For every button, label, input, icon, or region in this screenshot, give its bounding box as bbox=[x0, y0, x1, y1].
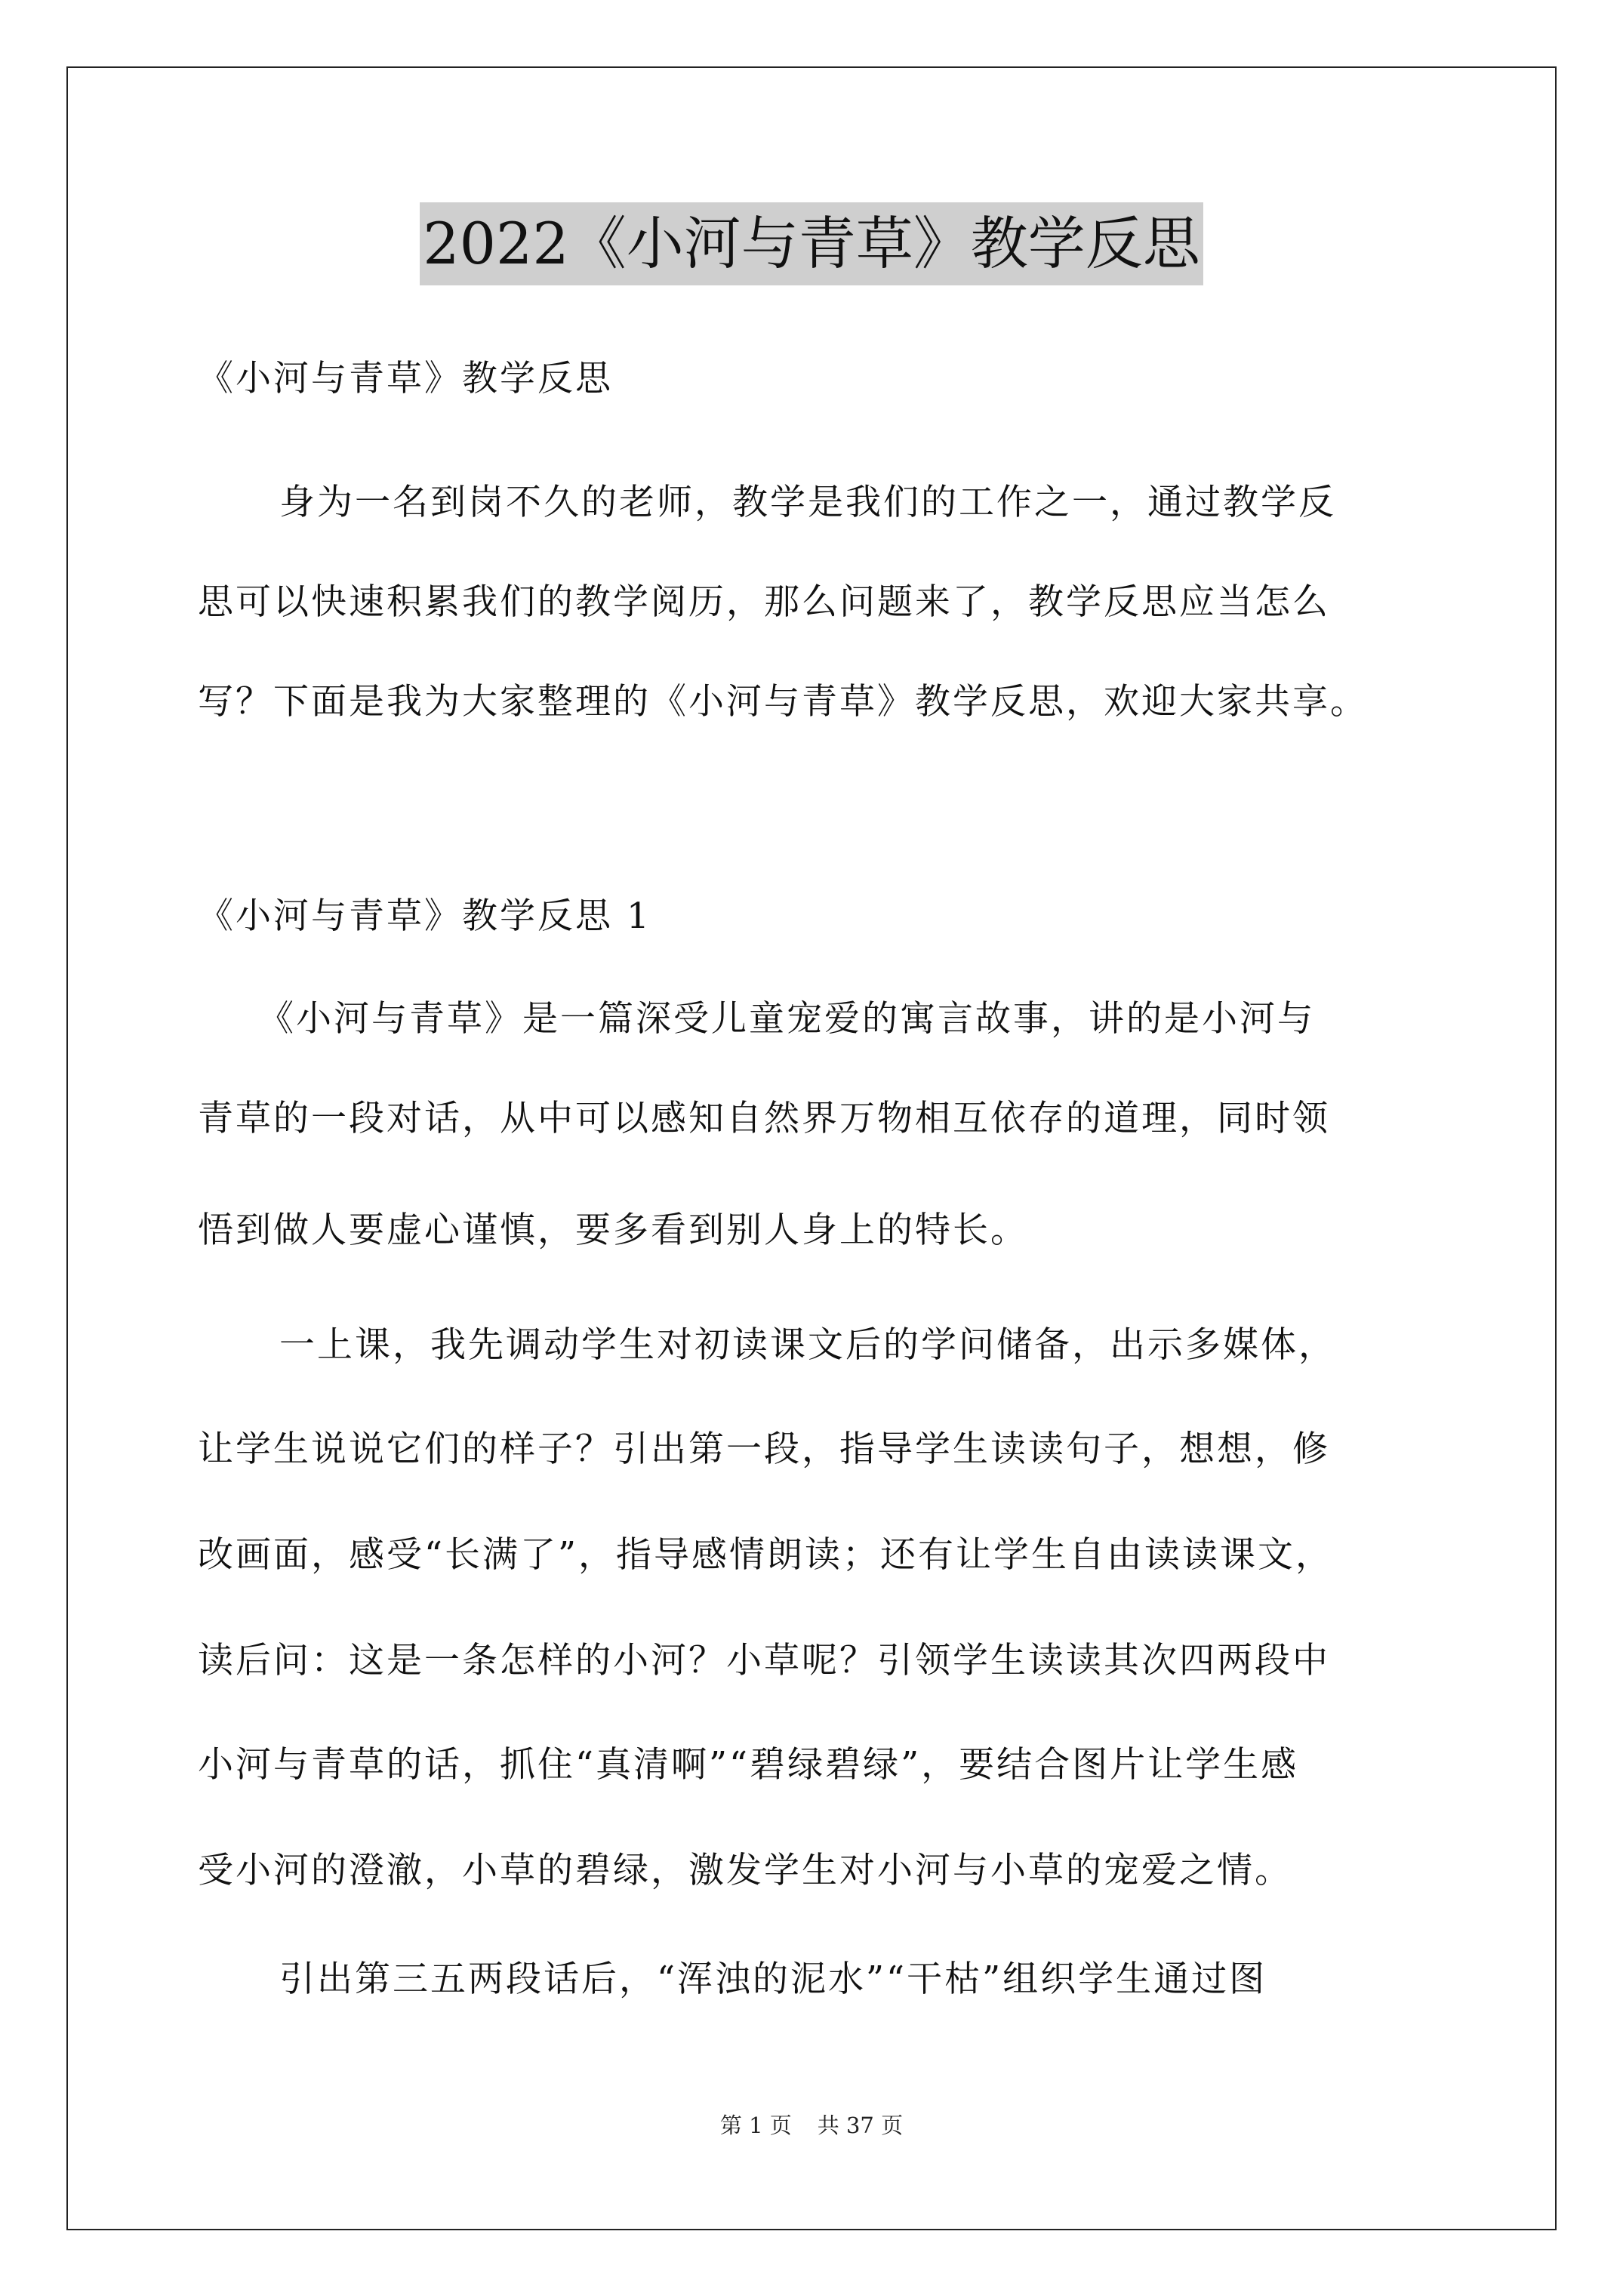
document-title bbox=[0, 202, 1623, 285]
paragraph-line: 身为一名到岗不久的老师，教学是我们的工作之一，通过教学反 bbox=[279, 482, 1336, 523]
paragraph-line: 思可以快速积累我们的教学阅历，那么问题来了，教学反思应当怎么 bbox=[198, 581, 1330, 623]
paragraph-line: 写？下面是我为大家整理的《小河与青草》教学反思，欢迎大家共享。 bbox=[198, 681, 1368, 723]
paragraph-line: 《小河与青草》是一篇深受儿童宠爱的寓言故事，讲的是小河与 bbox=[258, 998, 1315, 1040]
section-heading-intro: 《小河与青草》教学反思 bbox=[198, 358, 613, 399]
paragraph-line: 让学生说说它们的样子？引出第一段，指导学生读读句子，想想，修 bbox=[198, 1428, 1330, 1470]
page-total: 共 37 页 bbox=[817, 2113, 904, 2138]
document-title-text: 2022《小河与青草》教学反思 bbox=[420, 202, 1203, 285]
page-number: 第 1 页 bbox=[719, 2113, 792, 2138]
paragraph-line: 小河与青草的话，抓住“真清啊”“碧绿碧绿”，要结合图片让学生感 bbox=[198, 1744, 1299, 1786]
paragraph-line: 青草的一段对话，从中可以感知自然界万物相互依存的道理，同时领 bbox=[198, 1098, 1330, 1139]
paragraph-line: 引出第三五两段话后，“浑浊的泥水”“干枯”组织学生通过图 bbox=[279, 1959, 1267, 2000]
paragraph-line: 读后问：这是一条怎样的小河？小草呢？引领学生读读其次四两段中 bbox=[198, 1640, 1330, 1681]
paragraph-line: 悟到做人要虚心谨慎，要多看到别人身上的特长。 bbox=[198, 1210, 1028, 1251]
paragraph-line: 一上课，我先调动学生对初读课文后的学问储备，出示多媒体， bbox=[279, 1324, 1336, 1366]
section-heading-1: 《小河与青草》教学反思 1 bbox=[198, 895, 651, 937]
paragraph-line: 受小河的澄澈，小草的碧绿，激发学生对小河与小草的宠爱之情。 bbox=[198, 1850, 1292, 1891]
paragraph-line: 改画面，感受“长满了”，指导感情朗读；还有让学生自由读读课文， bbox=[198, 1534, 1334, 1576]
page-footer bbox=[0, 2110, 1623, 2140]
